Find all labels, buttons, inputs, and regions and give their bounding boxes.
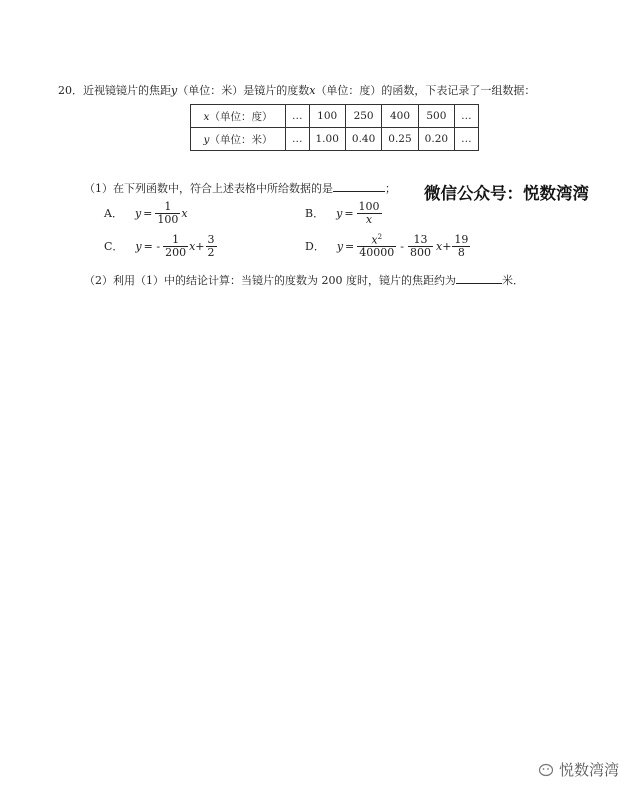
part2-prompt: （2）利用（1）中的结论计算：当镜片的度数为 200 度时，镜片的焦距约为 米．: [84, 274, 524, 287]
option-b[interactable]: B． y = $\frac{100}{x}$: [305, 200, 380, 226]
option-c[interactable]: C． y = - $\frac{1}{200}$ x + $\frac{3}{2}$: [104, 233, 215, 259]
fraction: $\frac{100}{x}$: [358, 200, 380, 226]
option-d[interactable]: D． y = $\frac{x^2}{40000}$ - $\frac{13}{800}$ x + $\frac{19}{8}$: [305, 233, 469, 260]
data-table: [190, 104, 479, 151]
answer-blank-2[interactable]: [456, 273, 502, 284]
table-cell: 100: [309, 105, 345, 128]
table-row: [191, 105, 479, 128]
table-cell: 500: [418, 105, 454, 128]
wechat-icon: [537, 762, 555, 778]
fraction: $\frac{19}{8}$: [454, 233, 469, 259]
option-a[interactable]: A． y = $\frac{1}{100}$ x: [104, 200, 188, 226]
table-cell: 0.20: [418, 128, 454, 151]
table-cell: 1.00: [309, 128, 345, 151]
fraction: $\frac{3}{2}$: [207, 233, 215, 259]
table-cell: …: [286, 105, 310, 128]
table-cell: …: [286, 128, 310, 151]
table-row: [191, 128, 479, 151]
account-logo: 悦数湾湾: [537, 759, 619, 780]
table-cell: 250: [345, 105, 381, 128]
fraction: $\frac{1}{100}$: [157, 200, 179, 226]
fraction: $\frac{1}{200}$: [165, 233, 187, 259]
table-cell: 0.40: [345, 128, 381, 151]
answer-blank-1[interactable]: [333, 181, 385, 192]
question-number: 20．: [58, 84, 83, 97]
table-cell: 0.25: [382, 128, 418, 151]
table-header-x: x（单位：度）: [191, 105, 286, 128]
table-cell: …: [455, 105, 479, 128]
part1-prompt: （1）在下列函数中，符合上述表格中所给数据的是 ；: [84, 182, 396, 195]
table-cell: 400: [382, 105, 418, 128]
question-stem: 20．近视镜镜片的焦距y（单位：米）是镜片的度数x（单位：度）的函数，下表记录了一组数据：: [58, 84, 536, 97]
fraction: $\frac{13}{800}$: [409, 233, 431, 259]
table-cell: …: [455, 128, 479, 151]
table-header-y: y（单位：米）: [191, 128, 286, 151]
watermark-text: 微信公众号：悦数湾湾: [424, 184, 589, 203]
fraction: $\frac{x^2}{40000}$: [359, 233, 395, 260]
